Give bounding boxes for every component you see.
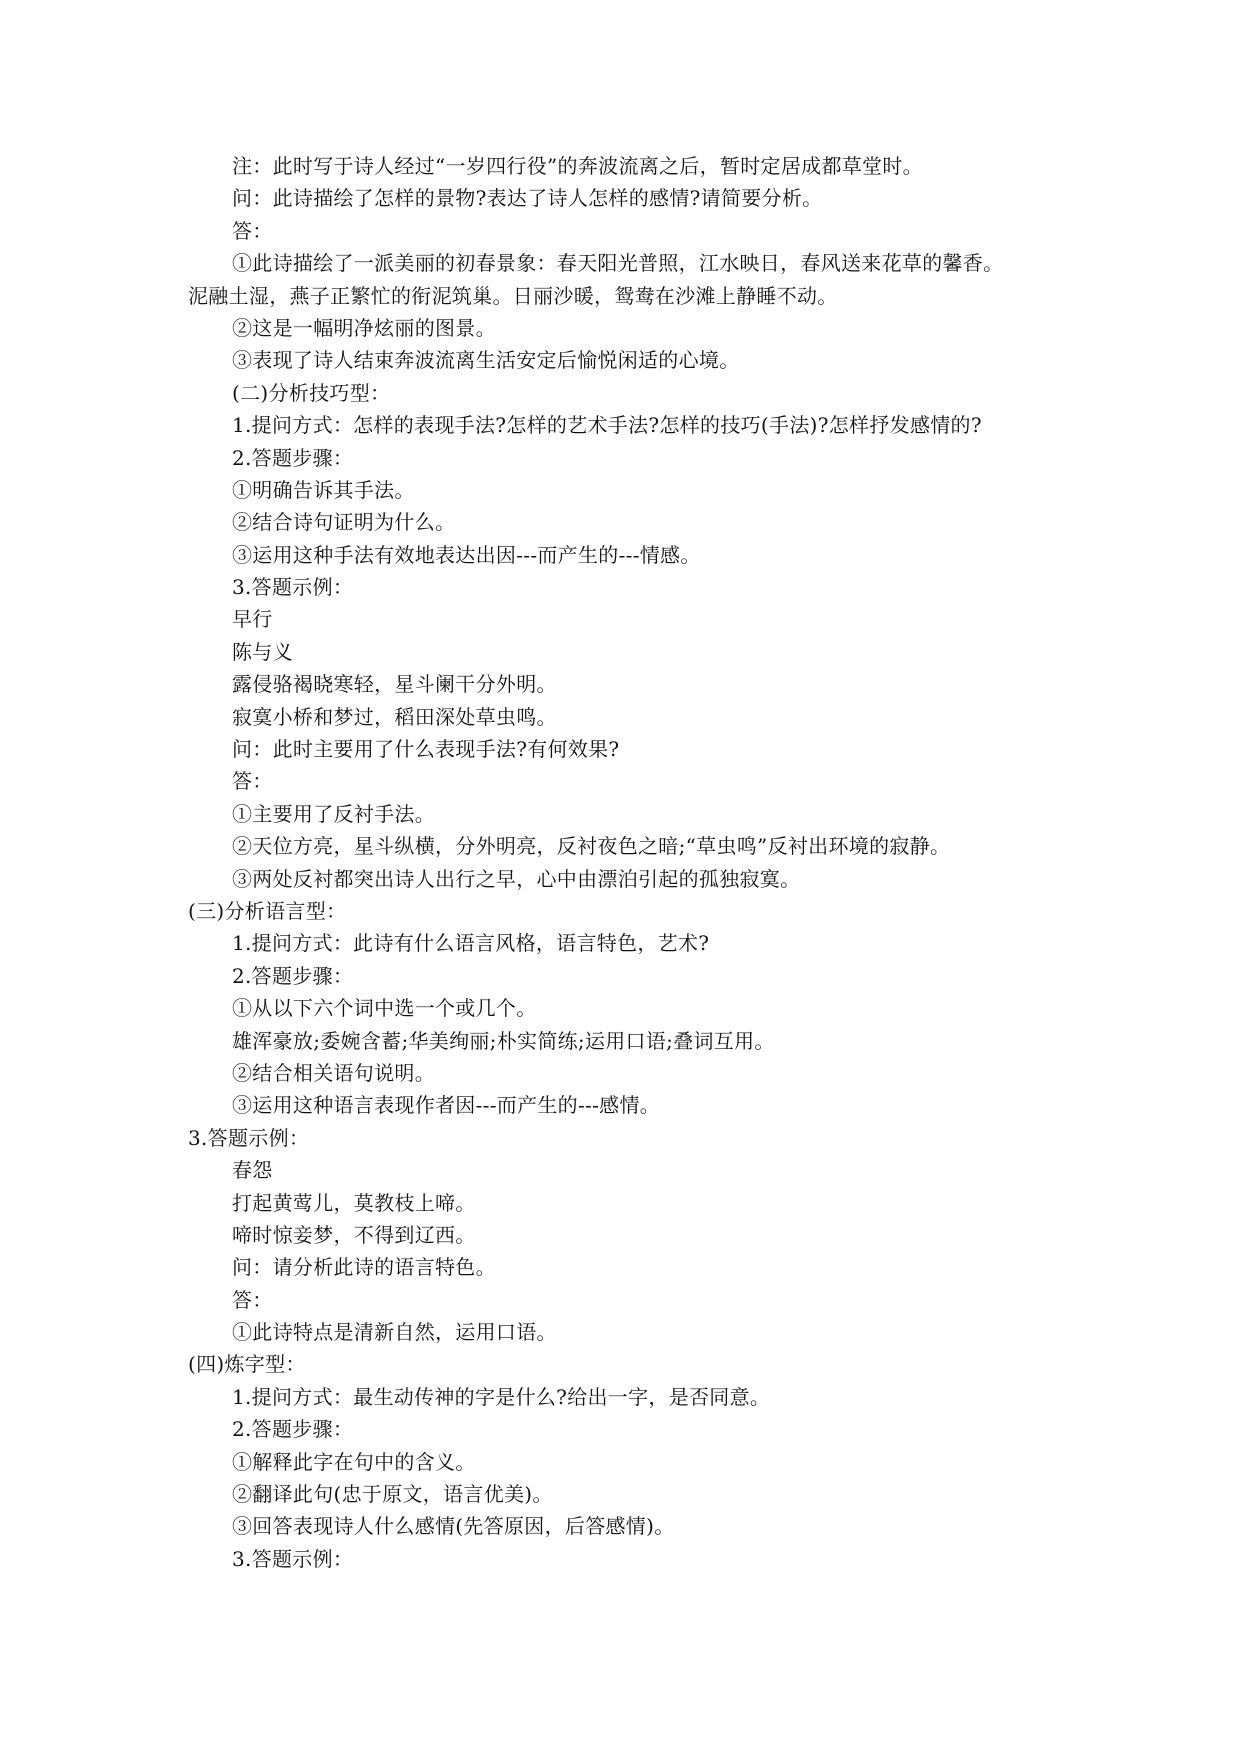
text-line: 打起黄莺儿，莫教枝上啼。 xyxy=(232,1190,476,1215)
document-body xyxy=(188,150,1088,1575)
text-line: 1.提问方式：怎样的表现手法?怎样的艺术手法?怎样的技巧(手法)?怎样抒发感情的? xyxy=(232,413,982,438)
text-line: ①此诗特点是清新自然，运用口语。 xyxy=(232,1320,557,1345)
text-line: ②结合相关语句说明。 xyxy=(232,1060,435,1085)
text-line: 3.答题示例： xyxy=(188,1125,310,1150)
text-line: 2.答题步骤： xyxy=(232,1417,354,1442)
text-line: ③运用这种语言表现作者因---而产生的---感情。 xyxy=(232,1093,661,1118)
text-line: ①从以下六个词中选一个或几个。 xyxy=(232,996,537,1021)
text-line: ③两处反衬都突出诗人出行之早，心中由漂泊引起的孤独寂寞。 xyxy=(232,866,801,891)
text-line: 问：此诗描绘了怎样的景物?表达了诗人怎样的感情?请简要分析。 xyxy=(232,186,823,211)
text-line: 雄浑豪放;委婉含蓄;华美绚丽;朴实简练;运用口语;叠词互用。 xyxy=(232,1028,775,1053)
text-line: ①此诗描绘了一派美丽的初春景象：春天阳光普照，江水映日，春风送来花草的馨香。 xyxy=(232,251,1004,276)
text-line: ③运用这种手法有效地表达出因---而产生的---情感。 xyxy=(232,542,701,567)
text-line: ①主要用了反衬手法。 xyxy=(232,801,435,826)
text-line: (三)分析语言型： xyxy=(188,898,347,923)
text-line: 答： xyxy=(232,1287,273,1312)
text-line: 问：请分析此诗的语言特色。 xyxy=(232,1255,496,1280)
text-line: ③表现了诗人结束奔波流离生活安定后愉悦闲适的心境。 xyxy=(232,348,740,373)
text-line: 答： xyxy=(232,769,273,794)
text-line: 陈与义 xyxy=(232,639,293,664)
text-line: 2.答题步骤： xyxy=(232,445,354,470)
text-line: ②天位方亮，星斗纵横，分外明亮，反衬夜色之暗;“草虫鸣”反衬出环境的寂静。 xyxy=(232,834,951,859)
text-line: 1.提问方式：最生动传神的字是什么?给出一字，是否同意。 xyxy=(232,1384,771,1409)
text-line: 2.答题步骤： xyxy=(232,963,354,988)
text-line: ②这是一幅明净炫丽的图景。 xyxy=(232,315,496,340)
text-line: 3.答题示例： xyxy=(232,575,354,600)
text-line: 问：此时主要用了什么表现手法?有何效果? xyxy=(232,737,620,762)
text-line: (二)分析技巧型： xyxy=(232,380,391,405)
text-line: 啼时惊妾梦，不得到辽西。 xyxy=(232,1222,476,1247)
text-line: ③回答表现诗人什么感情(先答原因，后答感情)。 xyxy=(232,1514,675,1539)
text-line: 答： xyxy=(232,218,273,243)
text-line: (四)炼字型： xyxy=(188,1352,306,1377)
text-line: ②结合诗句证明为什么。 xyxy=(232,510,456,535)
text-line: 1.提问方式：此诗有什么语言风格，语言特色，艺术? xyxy=(232,931,710,956)
text-line: ①解释此字在句中的含义。 xyxy=(232,1449,476,1474)
text-line: 早行 xyxy=(232,607,273,632)
text-line: 泥融土湿，燕子正繁忙的衔泥筑巢。日丽沙暖，鸳鸯在沙滩上静睡不动。 xyxy=(188,283,838,308)
text-line: ①明确告诉其手法。 xyxy=(232,477,415,502)
text-line: 春怨 xyxy=(232,1158,273,1183)
text-line: 注：此时写于诗人经过“一岁四行役”的奔波流离之后，暂时定居成都草堂时。 xyxy=(232,154,923,178)
text-line: 寂寞小桥和梦过，稻田深处草虫鸣。 xyxy=(232,704,557,729)
text-line: ②翻译此句(忠于原文，语言优美)。 xyxy=(232,1482,553,1507)
text-line: 露侵骆褐晓寒轻，星斗阑干分外明。 xyxy=(232,672,557,697)
text-line: 3.答题示例： xyxy=(232,1546,354,1571)
